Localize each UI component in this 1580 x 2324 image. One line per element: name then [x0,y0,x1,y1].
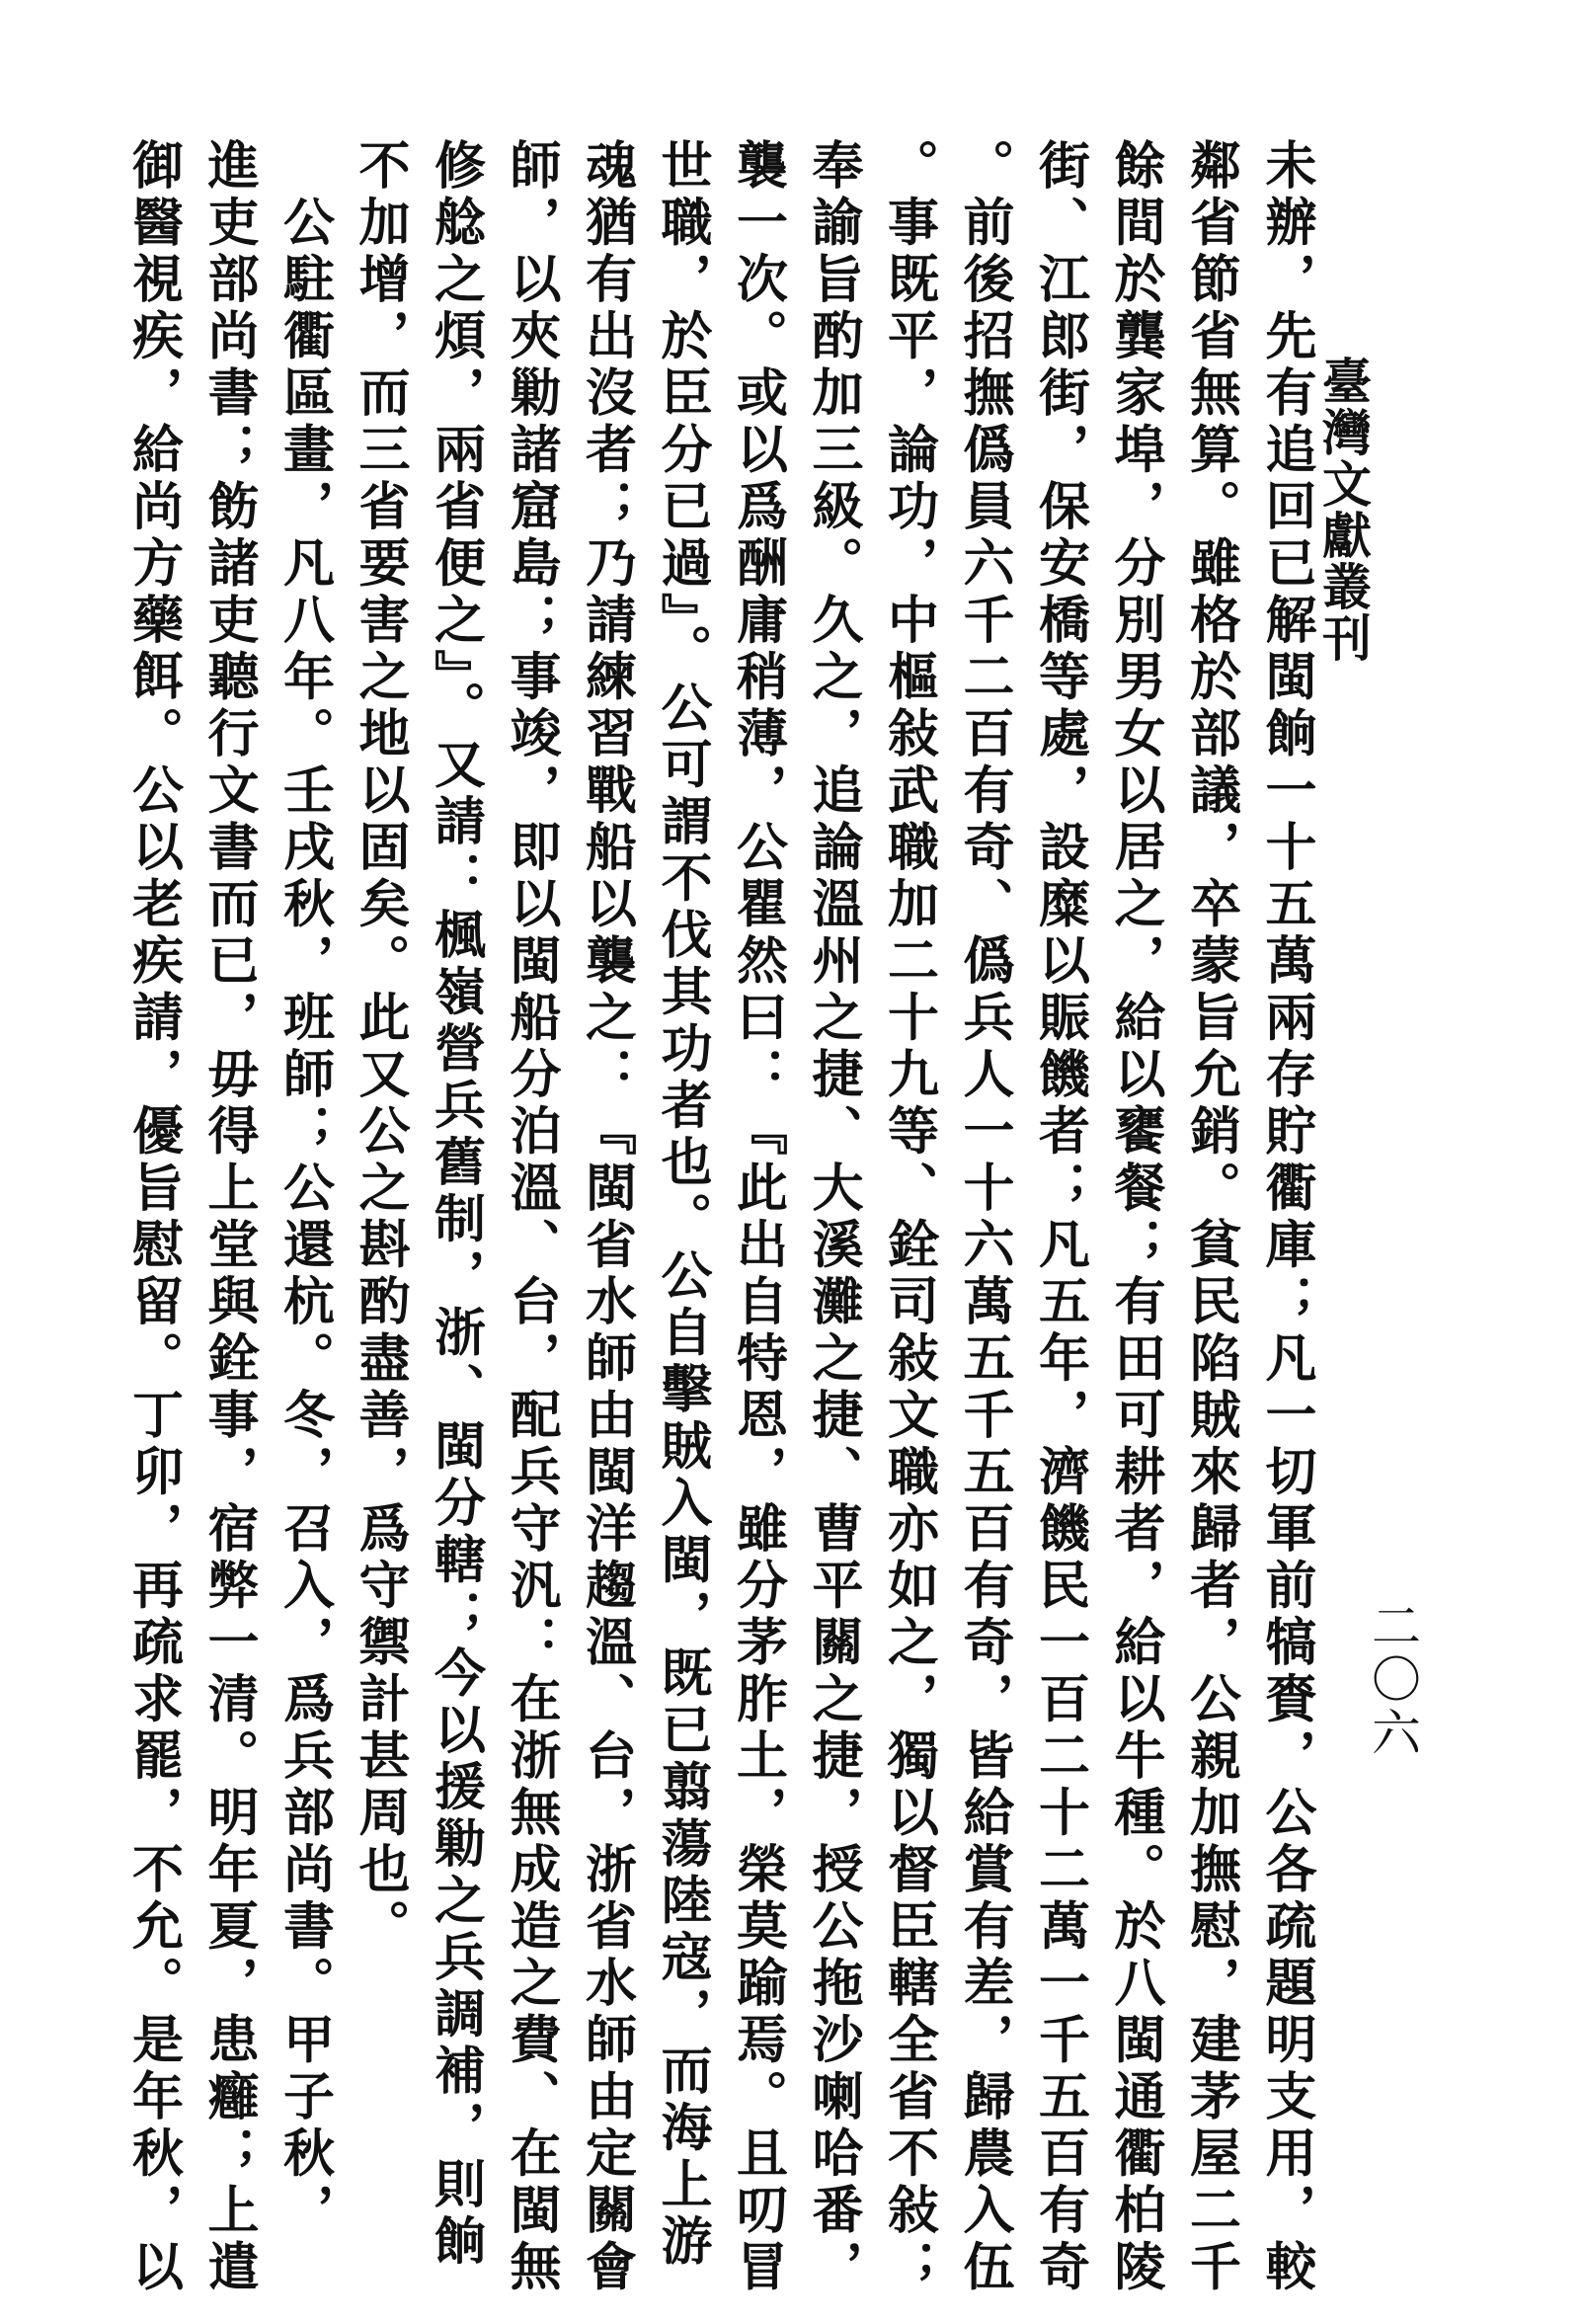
page-number: 二〇六 [1364,1600,1421,1760]
text-column: 魂猶有出沒者；乃請練習戰船以襲之：『閩省水師由閩洋趨溫、台，浙省水師由定關會 [576,138,637,2296]
text-column: 未辦，先有追回已解閩餉一十五萬兩存貯衢庫；凡一切軍前犒賚，公各疏題明支用，較 [1256,138,1316,2296]
text-column: 修艌之煩，兩省便之』。又請：楓嶺營兵舊制，浙、閩分轄；今以援勦之兵調補，則餉 [425,138,486,2271]
text-column: 。前後招撫僞員六千二百有奇、僞兵人一十六萬五千五百有奇，皆給賞有差，歸農入伍 [954,138,1014,2296]
text-column: 御醫視疾，給尚方藥餌。公以老疾請，優旨慰留。丁卯，再疏求罷，不允。是年秋，以 [122,138,184,2296]
text-column: 街、江郎街，保安橋等處，設糜以賑饑者；凡五年，濟饑民一百二十二萬一千五百有奇 [1029,138,1090,2296]
text-column: 師，以夾勦諸窟島；事竣，即以閩船分泊溫、台，配兵守汎：在浙無成造之費、在閩無 [501,138,561,2296]
text-column: 鄰省節省無算。雖格於部議，卒蒙旨允銷。貧民陷賊來歸者，公親加撫慰，建茅屋二千 [1180,138,1241,2296]
text-column: 世職，於臣分已過』。公可謂不伐其功者也。公自擊賊入閩，既已翦蕩陸寇，而海上游 [652,138,712,2271]
text-column: 。事既平，論功，中樞敍武職加二十九等、銓司敍文職亦如之，獨以督臣轄全省不敍； [878,138,939,2296]
text-column: 餘間於龔家埠，分別男女以居之，給以饔餐；有田可耕者，給以牛種。於八閩通衢柏陵 [1105,138,1165,2296]
text-column: 進吏部尚書；飭諸吏聽行文書而已，毋得上堂與銓事，宿弊一清。明年夏，患癰；上遣 [198,138,259,2296]
vertical-text-block [115,138,1323,2296]
text-column: 公駐衢區畫，凡八年。壬戌秋，班師；公還杭。冬，召入，爲兵部尚書。甲子秋， [274,138,335,2240]
text-column: 不加增，而三省要害之地以固矣。此又公之斟酌盡善，爲守禦計甚周也。 [350,138,410,1956]
text-column: 奉諭旨酌加三級。久之，追論溫州之捷、大溪灘之捷、曹平關之捷，授公拖沙喇哈番， [803,138,863,2296]
running-header: 臺灣文獻叢刊 [1314,356,1373,664]
text-column: 襲一次。或以爲酬庸稍薄，公瞿然曰：『此出自特恩，雖分茅胙土，榮莫踰焉。且叨冒 [727,138,788,2296]
